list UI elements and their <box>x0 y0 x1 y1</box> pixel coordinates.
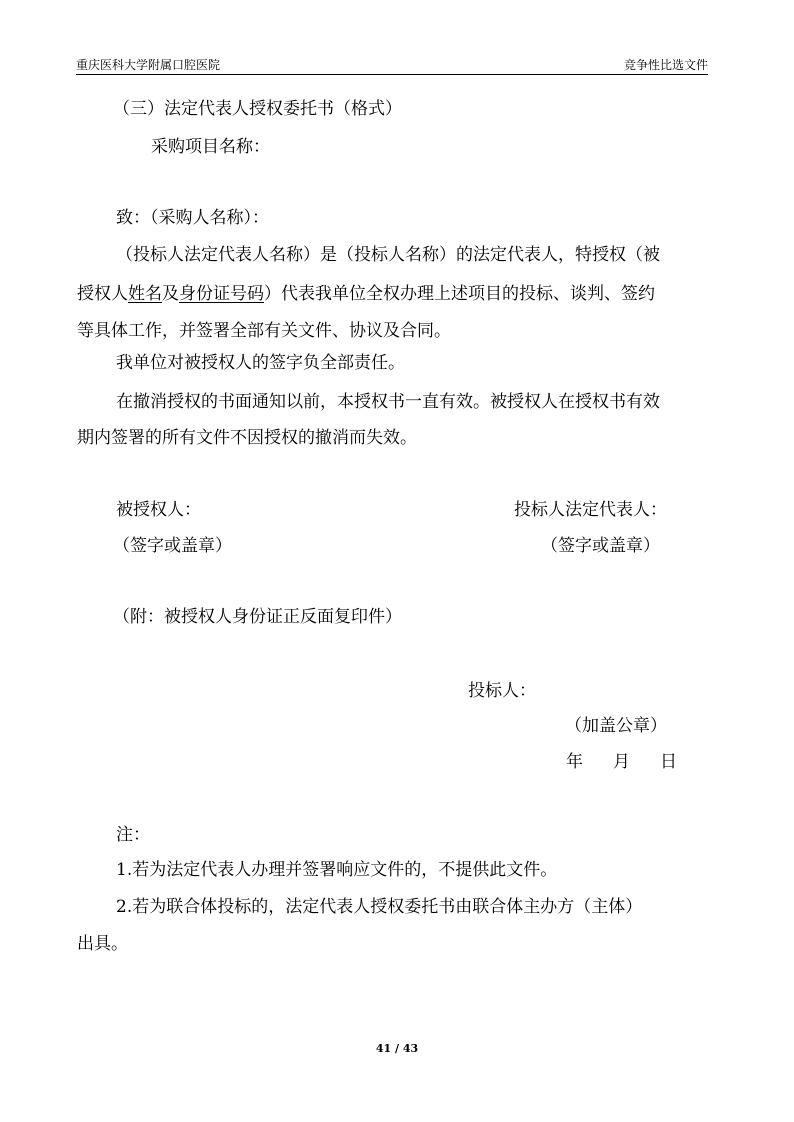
date-year: 年 <box>566 752 583 772</box>
header-document-type: 竞争性比选文件 <box>623 58 708 72</box>
project-name-label: 采购项目名称： <box>151 137 270 157</box>
note-item-2-line-1: 2.若为联合体投标的，法定代表人授权委托书由联合体主办方（主体） <box>116 897 643 917</box>
authorization-line-2: 授权人姓名及身份证号码）代表我单位全权办理上述项目的投标、谈判、签约 <box>77 284 655 304</box>
authorized-person-label: 被授权人： <box>116 500 201 520</box>
company-seal: （加盖公章） <box>565 716 667 736</box>
legal-representative-signature: （签字或盖章） <box>541 536 660 556</box>
header-organization: 重庆医科大学附属口腔医院 <box>76 58 221 72</box>
page-header <box>76 54 708 75</box>
authorized-person-signature: （签字或盖章） <box>113 536 232 556</box>
note-item-1: 1.若为法定代表人办理并签署响应文件的，不提供此文件。 <box>116 860 558 880</box>
date-day: 日 <box>660 752 677 772</box>
note-item-2-line-2: 出具。 <box>77 934 128 954</box>
bidder-label: 投标人： <box>468 681 536 701</box>
authorization-line-3: 等具体工作，并签署全部有关文件、协议及合同。 <box>77 321 451 341</box>
section-title: （三）法定代表人授权委托书（格式） <box>113 99 402 119</box>
responsibility-statement: 我单位对被授权人的签字负全部责任。 <box>116 353 405 373</box>
name-placeholder: 姓名 <box>128 284 162 304</box>
validity-line-2: 期内签署的所有文件不因授权的撤消而失效。 <box>77 428 417 448</box>
attachment-note: （附：被授权人身份证正反面复印件） <box>113 607 402 627</box>
legal-representative-label: 投标人法定代表人： <box>514 500 667 520</box>
notes-title: 注： <box>116 825 150 845</box>
date-month: 月 <box>613 752 630 772</box>
page-number: 41 / 43 <box>375 1042 419 1055</box>
authorization-line-1: （投标人法定代表人名称）是（投标人名称）的法定代表人，特授权（被 <box>116 245 660 265</box>
validity-line-1: 在撤消授权的书面通知以前，本授权书一直有效。被授权人在授权书有效 <box>116 392 660 412</box>
id-number-placeholder: 身份证号码 <box>179 284 264 304</box>
addressee-line: 致：（采购人名称）： <box>116 208 269 228</box>
